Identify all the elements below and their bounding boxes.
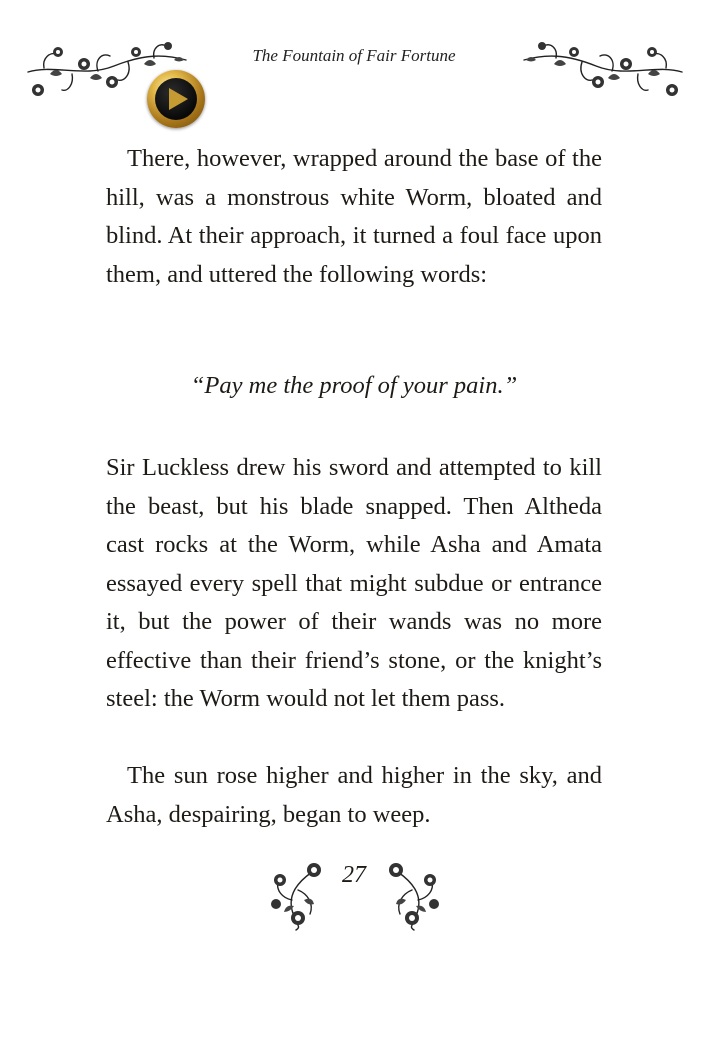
rose-ornament-icon (372, 860, 442, 934)
quote-line: “Pay me the proof of your pain.” (190, 372, 518, 399)
play-button[interactable] (147, 70, 205, 128)
rose-ornament-icon (268, 860, 338, 934)
body-paragraph: There, however, wrapped around the base of the hill, was a monstrous white Worm, bloated and blind. At their approach, it turned a foul face upon them, and uttered the following words: (106, 145, 602, 288)
body-paragraph: The sun rose higher and higher in the sky, and Asha, despairing, began to weep. (106, 762, 602, 828)
running-title: The Fountain of Fair Fortune (252, 46, 456, 65)
page-number: 27 (342, 862, 366, 888)
body-paragraph: Sir Luckless drew his sword and attempted to kill the beast, but his blade snapped. Then Altheda cast rocks at the Worm, while Asha and Amata essayed every spell that might subdue or entrance it, but the power of their wands was no more effective than their friend’s stone, or the knight’s steel: the Worm would not let them pass. (106, 454, 602, 712)
play-icon (155, 78, 197, 120)
